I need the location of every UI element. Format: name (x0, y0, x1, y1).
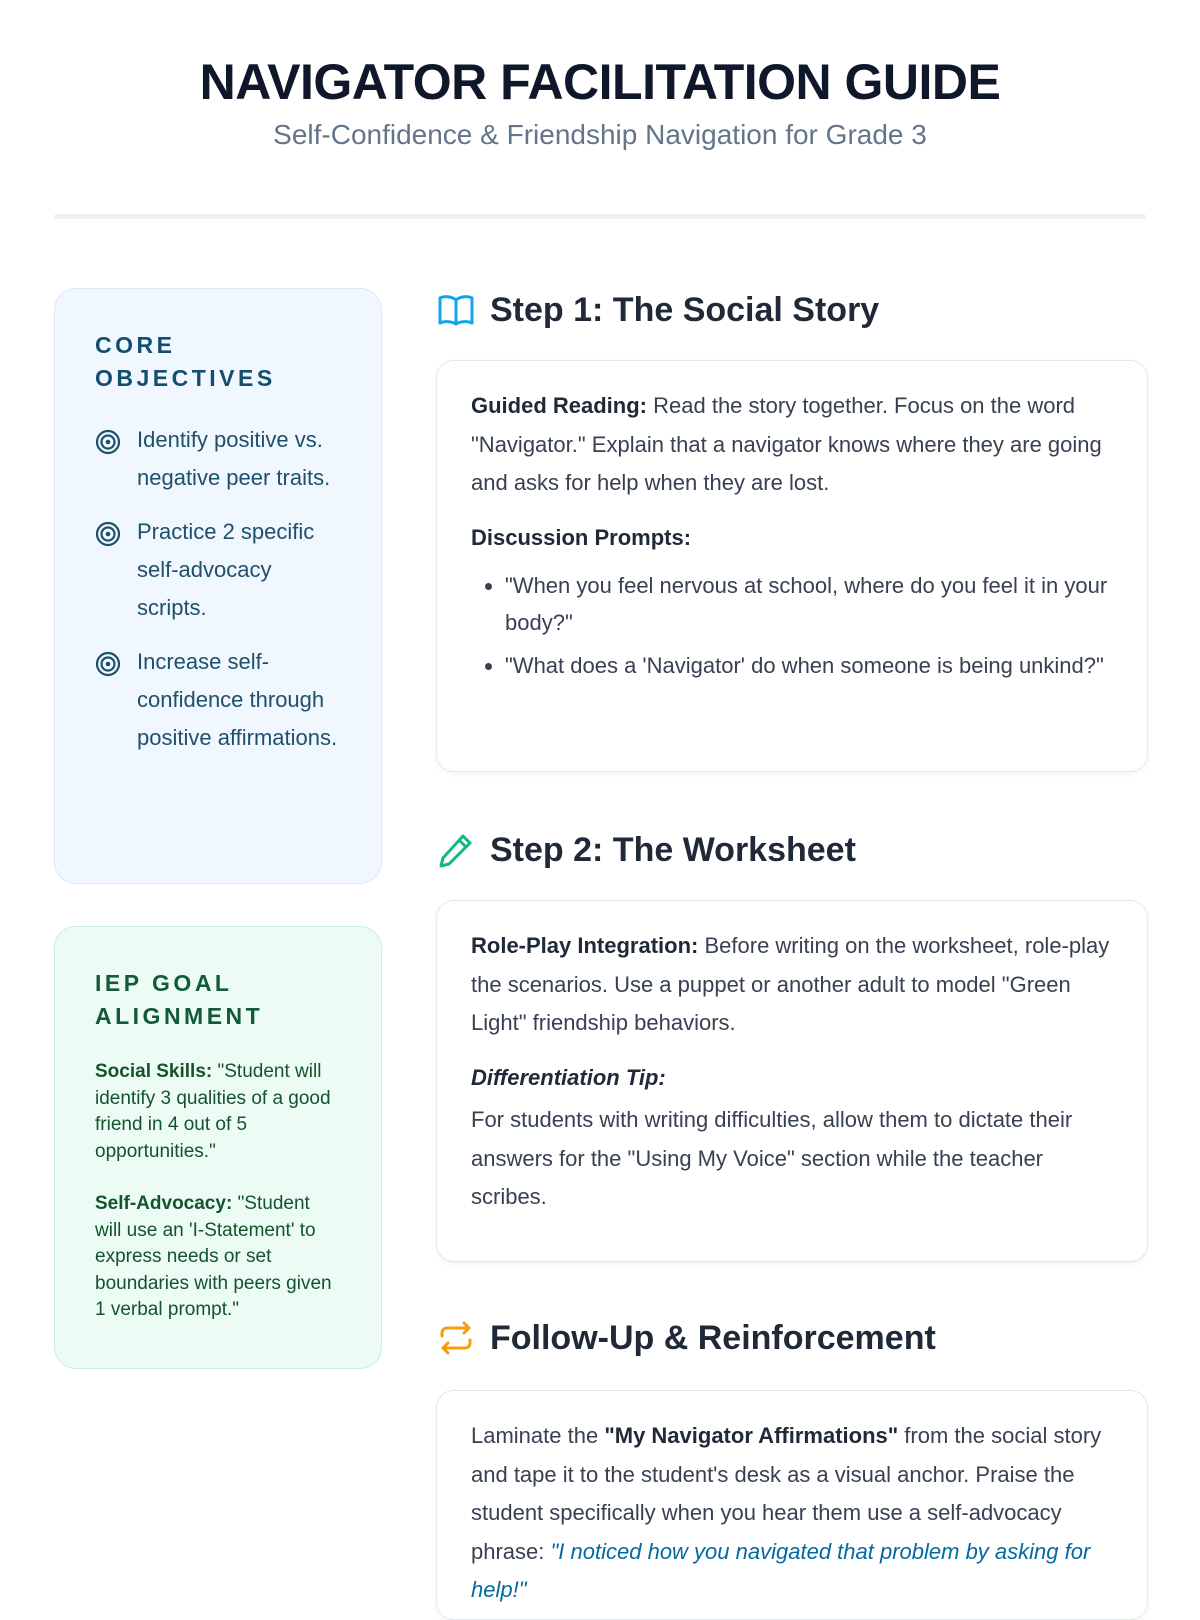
praise-quote: "I noticed how you navigated that problem by asking for help!" (471, 1538, 1091, 1602)
core-objectives-heading: CORE OBJECTIVES (95, 332, 276, 391)
discussion-prompts-list (471, 567, 1113, 684)
iep-goal-label: Social Skills: (95, 1061, 213, 1082)
page-title: NAVIGATOR FACILITATION GUIDE (199, 54, 1001, 110)
discussion-prompts-label: Discussion Prompts: (471, 524, 692, 550)
roleplay-label: Role-Play Integration: (471, 933, 699, 958)
step2-title: Step 2: The Worksheet (490, 830, 856, 869)
step2-heading (436, 830, 856, 870)
book-icon (436, 290, 476, 330)
target-icon (95, 651, 123, 682)
iep-goal-heading: IEP GOAL ALIGNMENT (95, 970, 264, 1029)
objective-text: Practice 2 specific self-advocacy scripts. (137, 519, 315, 620)
affirmations-title: "My Navigator Affirmations" (604, 1423, 899, 1448)
target-icon (95, 429, 123, 460)
objective-item (95, 513, 341, 627)
differentiation-tip-text: For students with writing difficulties, allow them to dictate their answers for the "Using My Voice" section while the teacher scribes. (471, 1107, 1073, 1209)
followup-card (436, 1390, 1148, 1620)
discussion-prompt: • "When you feel nervous at school, where do you feel it in your body?" (505, 567, 1113, 641)
page-subtitle: Self-Confidence & Friendship Navigation for Grade 3 (273, 119, 927, 150)
repeat-icon (436, 1318, 476, 1358)
header-divider (54, 214, 1146, 219)
objective-item (95, 643, 341, 757)
step1-title: Step 1: The Social Story (490, 290, 880, 329)
core-objectives-card (54, 288, 382, 884)
iep-goal-card (54, 926, 382, 1369)
guided-reading-label: Guided Reading: (471, 393, 647, 418)
objective-text: Increase self-confidence through positive affirmations. (137, 649, 338, 750)
differentiation-tip-label: Differentiation Tip: (471, 1064, 666, 1090)
guided-reading-text: Read the story together. Focus on the word "Navigator." Explain that a navigator knows where they are going and asks for help when they are lost. (471, 393, 1102, 495)
iep-goal-label: Self-Advocacy: (95, 1193, 233, 1214)
followup-heading (436, 1318, 936, 1358)
discussion-prompt: • "What does a 'Navigator' do when someone is being unkind?" (505, 647, 1113, 684)
page-header (54, 50, 1146, 152)
roleplay-text: Before writing on the worksheet, role-play the scenarios. Use a puppet or another adult to model "Green Light" friendship behaviors. (471, 933, 1110, 1035)
iep-goal-self-advocacy (95, 1191, 341, 1324)
step2-card (436, 900, 1148, 1262)
followup-text-after: from the social story and tape it to the student's desk as a visual anchor. Praise the student specifically when you hear them use a self-advocacy phrase: (471, 1423, 1102, 1564)
pencil-icon (436, 830, 476, 870)
iep-goal-text: "Student will identify 3 qualities of a good friend in 4 out of 5 opportunities." (95, 1061, 331, 1162)
objective-item (95, 421, 341, 497)
iep-goal-text: "Student will use an 'I-Statement' to express needs or set boundaries with peers given 1 verbal prompt." (95, 1193, 332, 1320)
objectives-list (95, 421, 341, 757)
target-icon (95, 521, 123, 552)
step1-card (436, 360, 1148, 772)
objective-text: Identify positive vs. negative peer traits. (137, 427, 331, 490)
followup-paragraph (471, 1417, 1113, 1610)
followup-title: Follow-Up & Reinforcement (490, 1318, 936, 1357)
guided-reading-paragraph (471, 387, 1113, 503)
followup-text-before: Laminate the (471, 1423, 605, 1448)
roleplay-paragraph (471, 927, 1113, 1043)
step1-heading (436, 290, 879, 330)
iep-goal-social-skills (95, 1059, 341, 1165)
